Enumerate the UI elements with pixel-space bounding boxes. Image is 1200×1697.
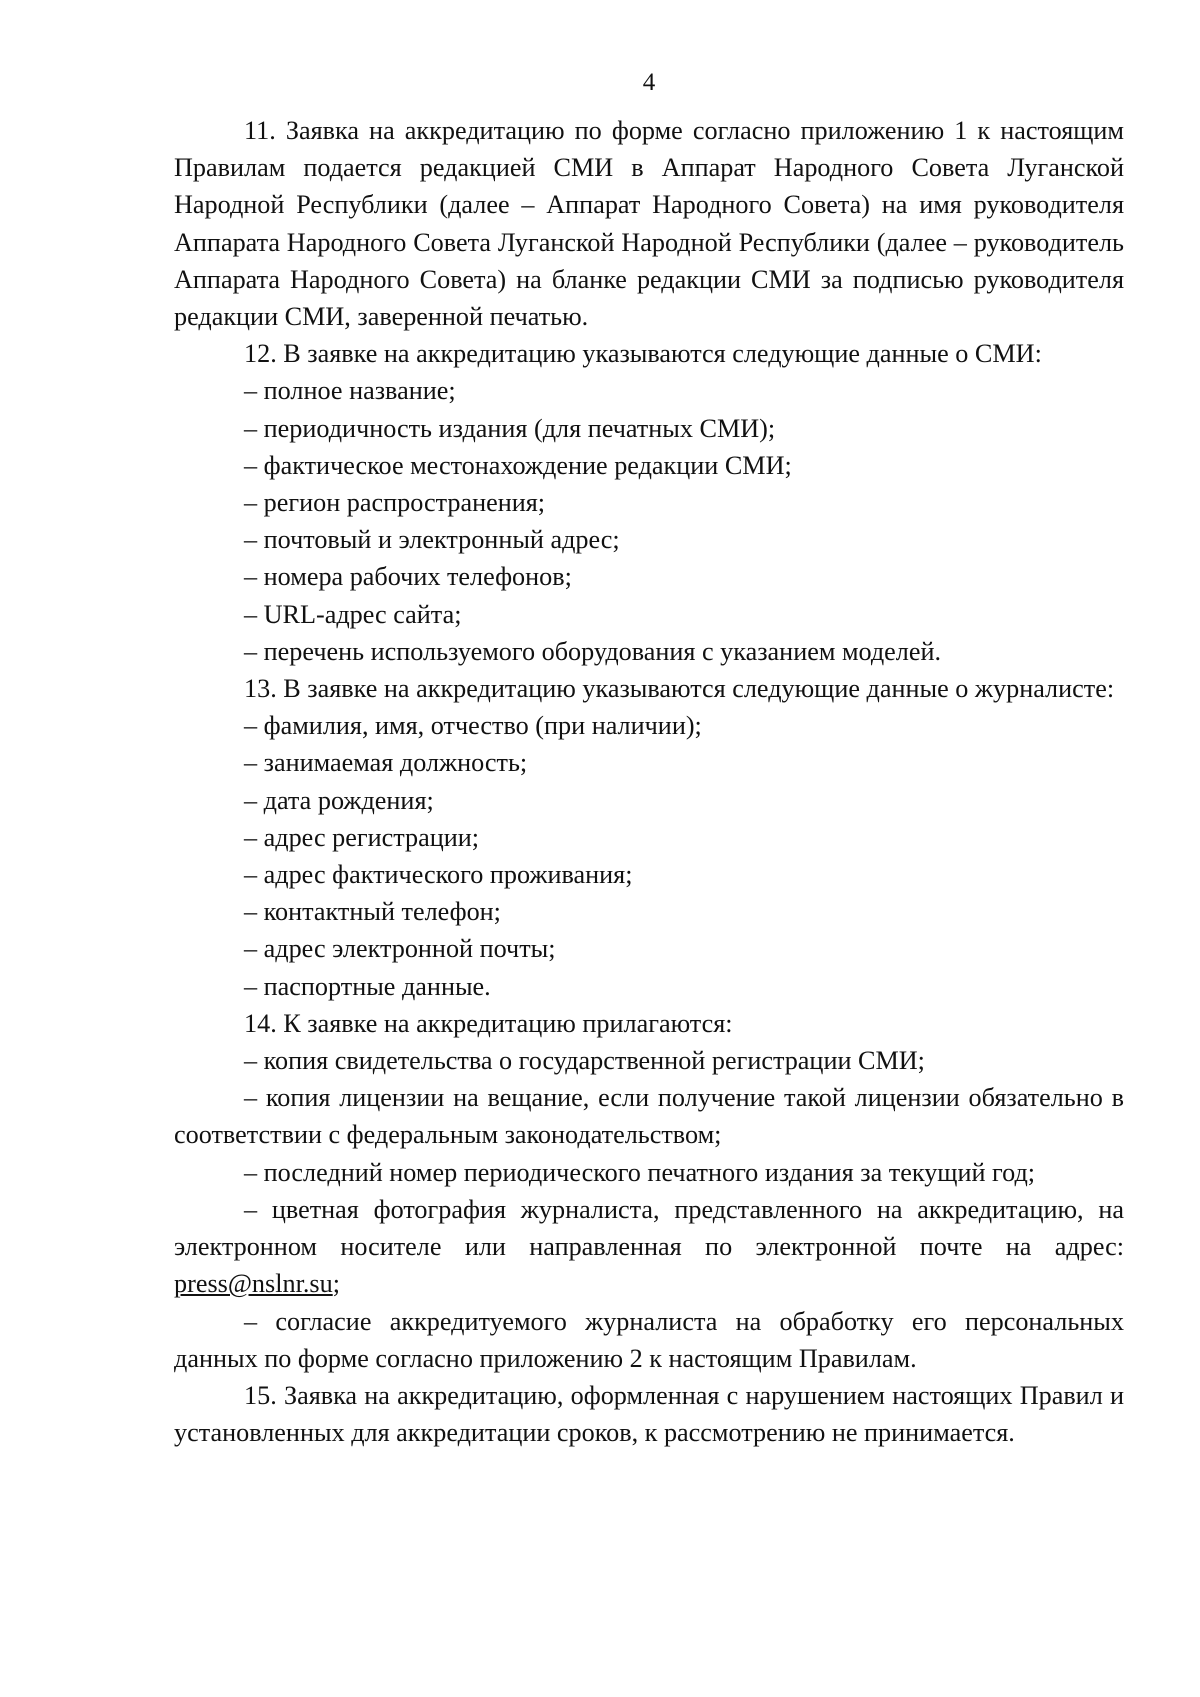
clause-13-intro: 13. В заявке на аккредитацию указываются следующие данные о журналисте: — [244, 674, 1115, 704]
clause-11: 11. Заявка на аккредитацию по форме согласно приложению 1 к настоящим Правилам подается редакцией СМИ в Аппарат Народного Совета Луганской Народной Республики (далее – Аппарат Народного Совета) на имя руководителя Аппарата Народного Совета Луганской Народной Республики (далее – руководитель Аппарата Народного Совета) на бланке редакции СМИ за подписью руководителя редакции СМИ, заверенной печатью. — [174, 116, 1124, 332]
clause-12-item: – почтовый и электронный адрес; — [244, 525, 620, 555]
clause-12-item: – номера рабочих телефонов; — [244, 562, 572, 592]
clause-12-item: – периодичность издания (для печатных СМИ); — [244, 413, 776, 443]
clause-13-item: – занимаемая должность; — [244, 748, 528, 778]
clause-13-item: – дата рождения; — [244, 785, 434, 815]
document-page — [174, 0, 1124, 1697]
clause-14-item: – копия свидетельства о государственной регистрации СМИ; — [244, 1046, 925, 1076]
clause-14-consent-item: – согласие аккредитуемого журналиста на обработку его персональных данных по форме согласно приложению 2 к настоящим Правилам. — [174, 1306, 1124, 1373]
clause-15: 15. Заявка на аккредитацию, оформленная с нарушением настоящих Правил и установленных для аккредитации сроков, к рассмотрению не принимается. — [174, 1380, 1124, 1448]
clause-12-intro: 12. В заявке на аккредитацию указываются следующие данные о СМИ: — [244, 339, 1042, 369]
clause-13-item: – адрес регистрации; — [244, 822, 480, 852]
clause-12-item: – фактическое местонахождение редакции СМИ; — [244, 450, 792, 480]
clause-14-intro: 14. К заявке на аккредитацию прилагаются: — [244, 1008, 733, 1038]
document-body — [174, 112, 1124, 1451]
clause-13-item: – контактный телефон; — [244, 897, 501, 927]
clause-13-item: – фамилия, имя, отчество (при наличии); — [244, 711, 702, 741]
clause-14-photo-item — [174, 1191, 1124, 1303]
clause-12-item: – URL-адрес сайта; — [244, 599, 462, 629]
photo-item-suffix: ; — [332, 1269, 340, 1299]
page-number: 4 — [642, 69, 656, 96]
clause-12-item: – регион распространения; — [244, 488, 546, 518]
clause-13-item: – паспортные данные. — [244, 971, 491, 1001]
clause-13-item: – адрес фактического проживания; — [244, 860, 633, 890]
clause-12-item: – перечень используемого оборудования с указанием моделей. — [244, 636, 942, 666]
email-link[interactable]: press@nslnr.su — [174, 1269, 333, 1299]
clause-12-item: – полное название; — [244, 376, 456, 406]
clause-13-item: – адрес электронной почты; — [244, 934, 556, 964]
photo-item-text: – цветная фотография журналиста, представленного на аккредитацию, на электронном носителе или направленная по электронной почте на адрес: — [174, 1194, 1124, 1262]
clause-14-item: – последний номер периодического печатного издания за текущий год; — [244, 1157, 1036, 1187]
clause-14-item: – копия лицензии на вещание, если получение такой лицензии обязательно в соответствии с федеральным законодательством; — [174, 1083, 1124, 1150]
